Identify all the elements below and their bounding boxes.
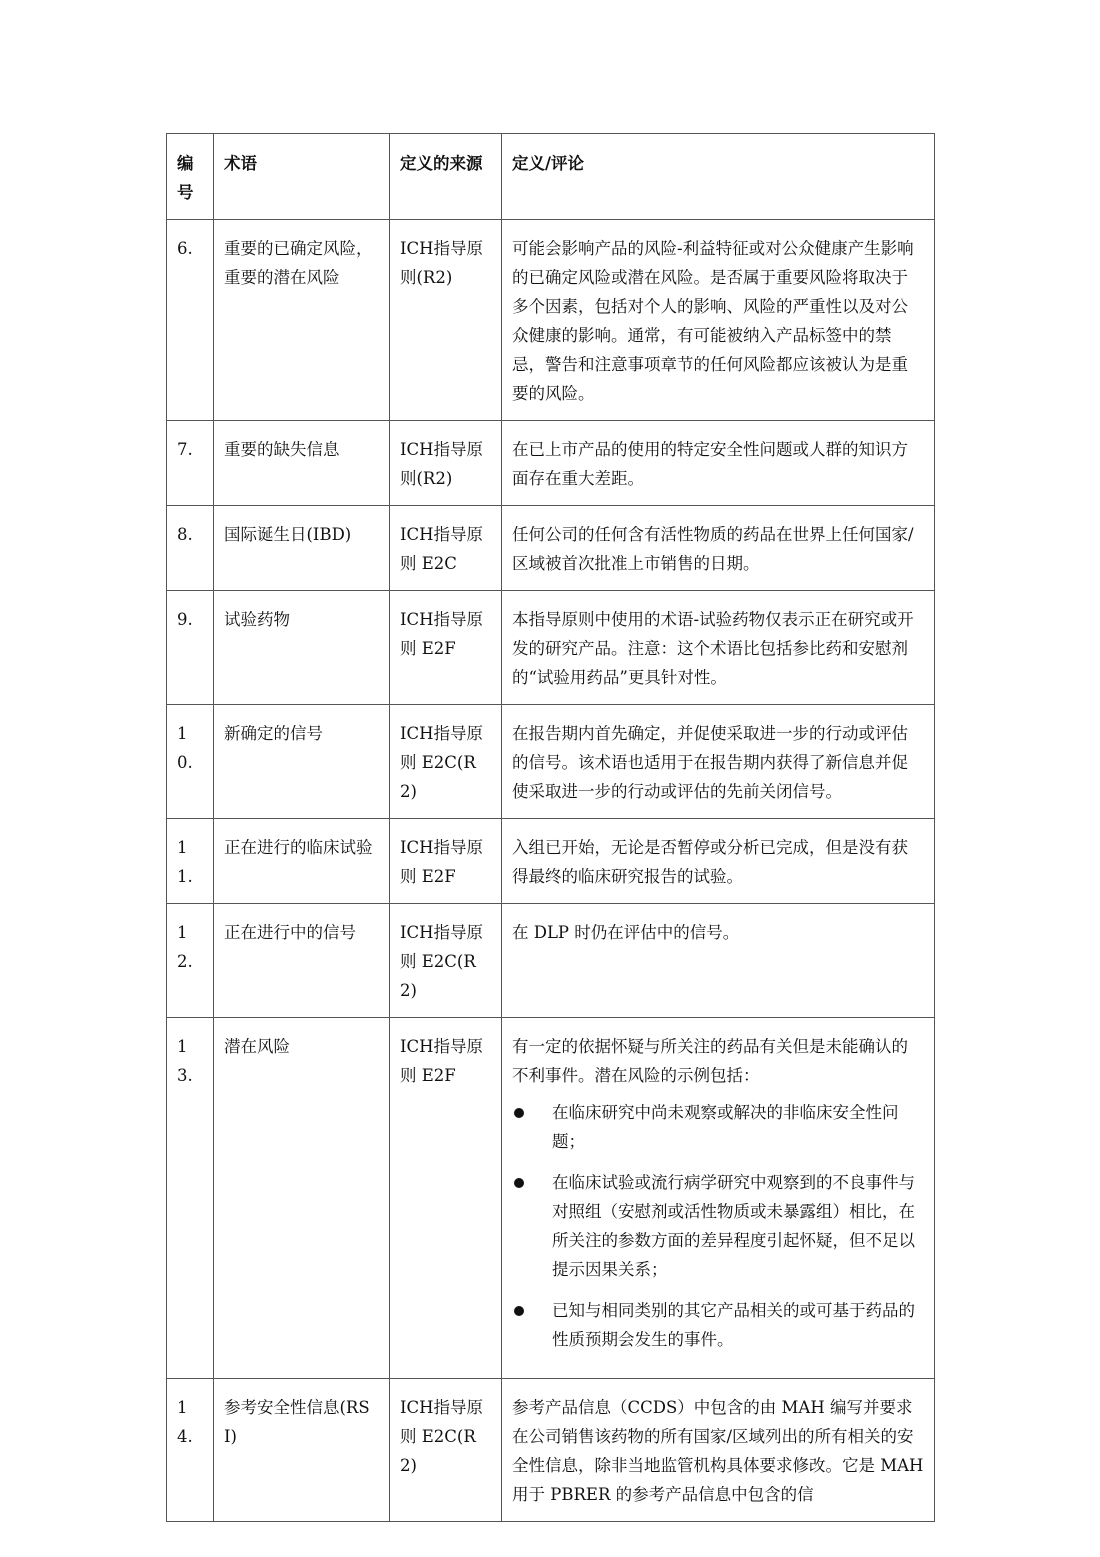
row-term: 潜在风险 (214, 1018, 390, 1379)
row-term: 参考安全性信息(RSI) (214, 1379, 390, 1522)
row-term: 新确定的信号 (214, 705, 390, 819)
row-definition: 参考产品信息（CCDS）中包含的由 MAH 编写并要求在公司销售该药物的所有国家/区域列出的所有相关的安全性信息，除非当地监管机构具体要求修改。它是 MAH 用于 PBRER 的参考产品信息中包含的信 (502, 1379, 935, 1522)
header-term: 术语 (214, 134, 390, 220)
row-num: 14. (167, 1379, 214, 1522)
table-row (167, 1379, 935, 1522)
row-term: 正在进行的临床试验 (214, 819, 390, 904)
header-definition: 定义/评论 (502, 134, 935, 220)
row-term: 正在进行中的信号 (214, 904, 390, 1018)
row-source: ICH指导原则 E2F (390, 1018, 502, 1379)
table-row (167, 1018, 935, 1379)
row-definition: 任何公司的任何含有活性物质的药品在世界上任何国家/区域被首次批准上市销售的日期。 (502, 506, 935, 591)
row-definition: 可能会影响产品的风险-利益特征或对公众健康产生影响的已确定风险或潜在风险。是否属于重要风险将取决于多个因素，包括对个人的影响、风险的严重性以及对公众健康的影响。通常，有可能被纳入产品标签中的禁忌，警告和注意事项章节的任何风险都应该被认为是重要的风险。 (502, 220, 935, 421)
row-num: 11. (167, 819, 214, 904)
row-num: 10. (167, 705, 214, 819)
row-source: ICH指导原则 E2F (390, 819, 502, 904)
terms-table (166, 133, 935, 1522)
row-definition: 入组已开始，无论是否暂停或分析已完成，但是没有获得最终的临床研究报告的试验。 (502, 819, 935, 904)
row-source: ICH指导原则 E2F (390, 591, 502, 705)
row-source: ICH指导原则 E2C (390, 506, 502, 591)
row-num: 9. (167, 591, 214, 705)
row-source: ICH指导原则 E2C(R2) (390, 904, 502, 1018)
bullet-item: 在临床试验或流行病学研究中观察到的不良事件与对照组（安慰剂或活性物质或未暴露组）相比，在所关注的参数方面的差异程度引起怀疑，但不足以提示因果关系； (512, 1168, 924, 1284)
header-num: 编号 (167, 134, 214, 220)
header-row (167, 134, 935, 220)
bullet-item: 在临床研究中尚未观察或解决的非临床安全性问题； (512, 1098, 924, 1156)
row-term: 国际诞生日(IBD) (214, 506, 390, 591)
row-source: ICH指导原则 E2C(R2) (390, 705, 502, 819)
row-num: 8. (167, 506, 214, 591)
row-num: 12. (167, 904, 214, 1018)
table-row (167, 421, 935, 506)
table-row (167, 904, 935, 1018)
row-definition: 在 DLP 时仍在评估中的信号。 (502, 904, 935, 1018)
row-definition: 本指导原则中使用的术语-试验药物仅表示正在研究或开发的研究产品。注意：这个术语比包括参比药和安慰剂的“试验用药品”更具针对性。 (502, 591, 935, 705)
bullet-dot-icon (514, 1178, 524, 1188)
row-num: 6. (167, 220, 214, 421)
row-source: ICH指导原则 E2C(R2) (390, 1379, 502, 1522)
row-definition (502, 1018, 935, 1379)
row-source: ICH指导原则(R2) (390, 421, 502, 506)
bullet-dot-icon (514, 1108, 524, 1118)
row-source: ICH指导原则(R2) (390, 220, 502, 421)
table-row (167, 591, 935, 705)
row-term: 重要的已确定风险，重要的潜在风险 (214, 220, 390, 421)
table-row (167, 705, 935, 819)
bullet-item: 已知与相同类别的其它产品相关的或可基于药品的性质预期会发生的事件。 (512, 1296, 924, 1354)
row-definition: 在报告期内首先确定，并促使采取进一步的行动或评估的信号。该术语也适用于在报告期内获得了新信息并促使采取进一步的行动或评估的先前关闭信号。 (502, 705, 935, 819)
table-row (167, 506, 935, 591)
row-term: 试验药物 (214, 591, 390, 705)
row-num: 13. (167, 1018, 214, 1379)
bullet-dot-icon (514, 1306, 524, 1316)
definition-intro: 有一定的依据怀疑与所关注的药品有关但是未能确认的不利事件。潜在风险的示例包括： (512, 1037, 908, 1085)
row-num: 7. (167, 421, 214, 506)
table-row (167, 819, 935, 904)
row-definition: 在已上市产品的使用的特定安全性问题或人群的知识方面存在重大差距。 (502, 421, 935, 506)
header-source: 定义的来源 (390, 134, 502, 220)
table-row (167, 220, 935, 421)
row-term: 重要的缺失信息 (214, 421, 390, 506)
bullet-list (512, 1098, 924, 1354)
